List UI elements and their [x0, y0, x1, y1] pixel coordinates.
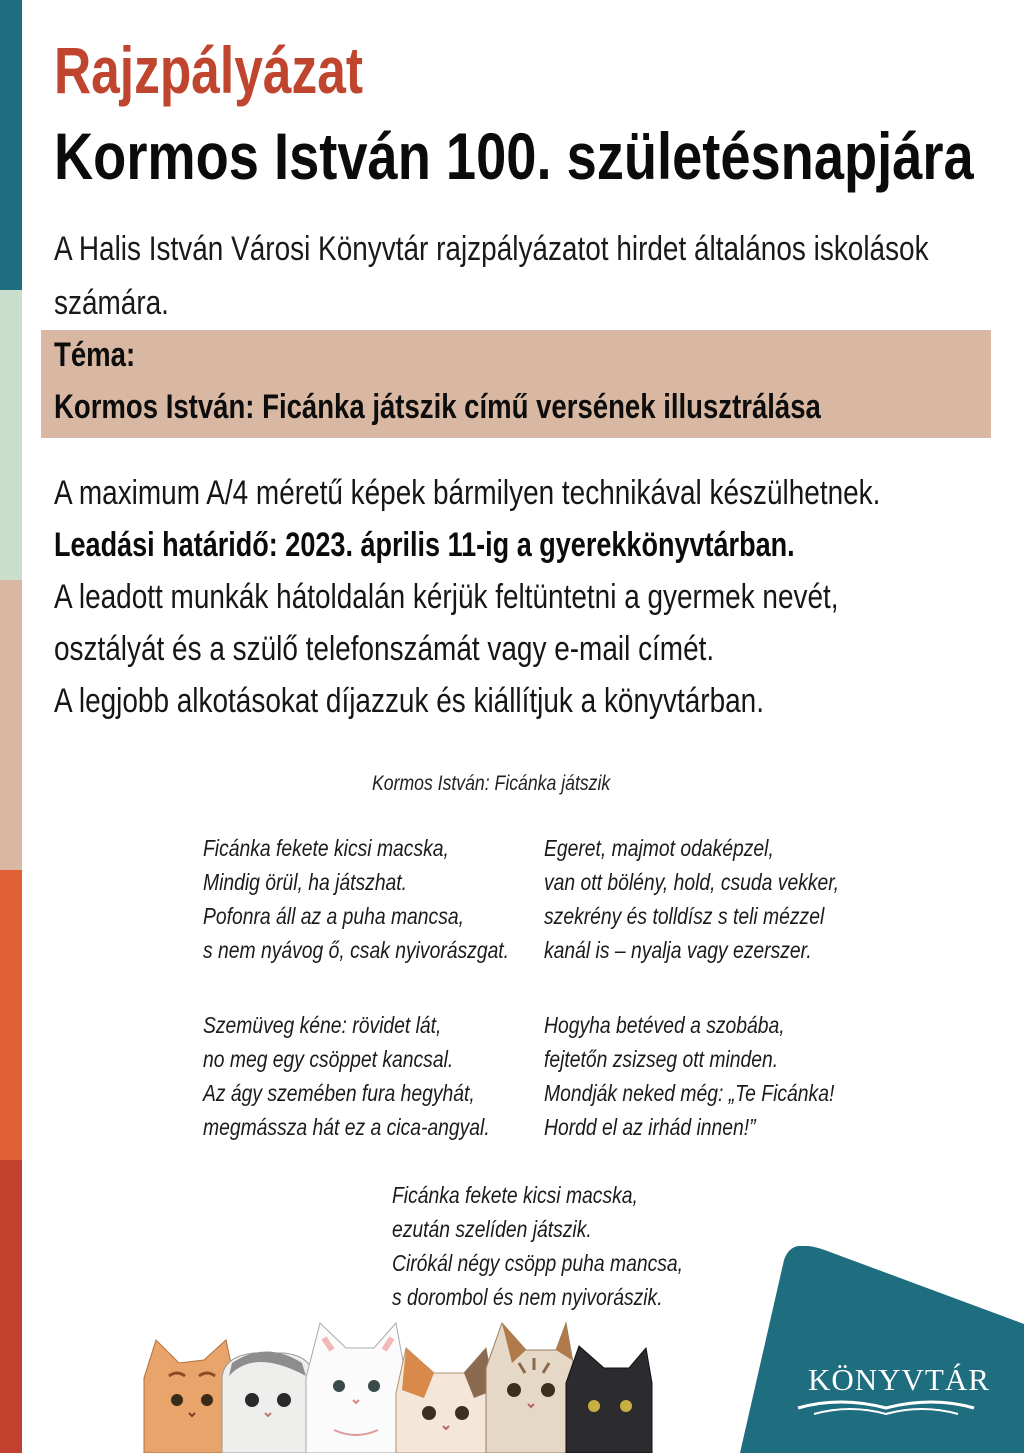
poem-line: Szemüveg kéne: rövidet lát, [203, 1012, 442, 1038]
poem-line: s nem nyávog ő, csak nyivorászgat. [203, 937, 510, 963]
submission-info-1: A leadott munkák hátoldalán kérjük feltüntetni a gyermek nevét, [54, 578, 839, 616]
deadline-info: Leadási határidő: 2023. április 11-ig a gyerekkönyvtárban. [54, 526, 795, 564]
poem-line: no meg egy csöppet kancsal. [203, 1046, 454, 1072]
poem-line: ezután szelíden játszik. [392, 1216, 592, 1242]
poem-stanza-1 [203, 831, 567, 967]
poem-line: Ficánka fekete kicsi macska, [392, 1182, 638, 1208]
topic-label: Téma: [54, 336, 136, 374]
poem-stanza-2 [544, 831, 895, 967]
poem-title: Kormos István: Ficánka játszik [372, 772, 611, 795]
poem-line: Egeret, majmot odaképzel, [544, 835, 774, 861]
poem-line: szekrény és tolldísz s teli mézzel [544, 903, 825, 929]
poem-line: s dorombol és nem nyivorászik. [392, 1284, 663, 1310]
poem-line: van ott bölény, hold, csuda vekker, [544, 869, 839, 895]
color-stripe-beige [0, 580, 22, 870]
poem-line: Pofonra áll az a puha mancsa, [203, 903, 464, 929]
open-book-icon [794, 1394, 978, 1416]
cats-illustration [134, 1318, 654, 1453]
intro-line-1: A Halis István Városi Könyvtár rajzpályázatot hirdet általános iskolások [54, 230, 929, 268]
color-stripe-teal [0, 0, 22, 290]
poem-line: kanál is – nyalja vagy ezerszer. [544, 937, 812, 963]
cat-calico-icon [396, 1348, 494, 1453]
page-subtitle: Kormos István 100. születésnapjára [54, 119, 974, 193]
submission-info-2: osztályát és a szülő telefonszámát vagy e-mail címét. [54, 630, 715, 668]
cat-tabby-icon [486, 1323, 574, 1453]
poem-line: Ficánka fekete kicsi macska, [203, 835, 449, 861]
cat-orange-icon [144, 1340, 234, 1453]
color-stripe-orange [0, 870, 22, 1160]
poem-line: Cirókál négy csöpp puha mancsa, [392, 1250, 684, 1276]
topic-box [41, 330, 991, 438]
color-stripe-red [0, 1160, 22, 1453]
poem-stanza-5 [392, 1178, 738, 1314]
poem-line: fejtetőn zsizseg ott minden. [544, 1046, 779, 1072]
poem-line: Hordd el az irhád innen!” [544, 1114, 756, 1140]
cat-grey-icon [222, 1352, 314, 1453]
size-info: A maximum A/4 méretű képek bármilyen technikával készülhetnek. [54, 474, 881, 512]
poem-stanza-3 [203, 1008, 544, 1144]
poem-line: Mindig örül, ha játszhat. [203, 869, 408, 895]
poem-line: Mondják neked még: „Te Ficánka! [544, 1080, 835, 1106]
library-logo-background [740, 1246, 1024, 1453]
poem-line: megmássza hát ez a cica-angyal. [203, 1114, 490, 1140]
award-info: A legjobb alkotásokat díjazzuk és kiállítjuk a könyvtárban. [54, 682, 764, 720]
cat-white-icon [306, 1323, 406, 1453]
intro-line-2: számára. [54, 284, 169, 322]
poem-line: Hogyha betéved a szobába, [544, 1012, 785, 1038]
library-logo-text: KÖNYVTÁR [808, 1362, 990, 1397]
color-stripe-mint [0, 290, 22, 580]
topic-text: Kormos István: Ficánka játszik című versének illusztrálása [54, 388, 821, 426]
cat-black-icon [566, 1346, 652, 1453]
page-title: Rajzpályázat [54, 33, 364, 107]
poem-line: Az ágy szemében fura hegyhát, [203, 1080, 475, 1106]
poem-stanza-4 [544, 1008, 890, 1144]
